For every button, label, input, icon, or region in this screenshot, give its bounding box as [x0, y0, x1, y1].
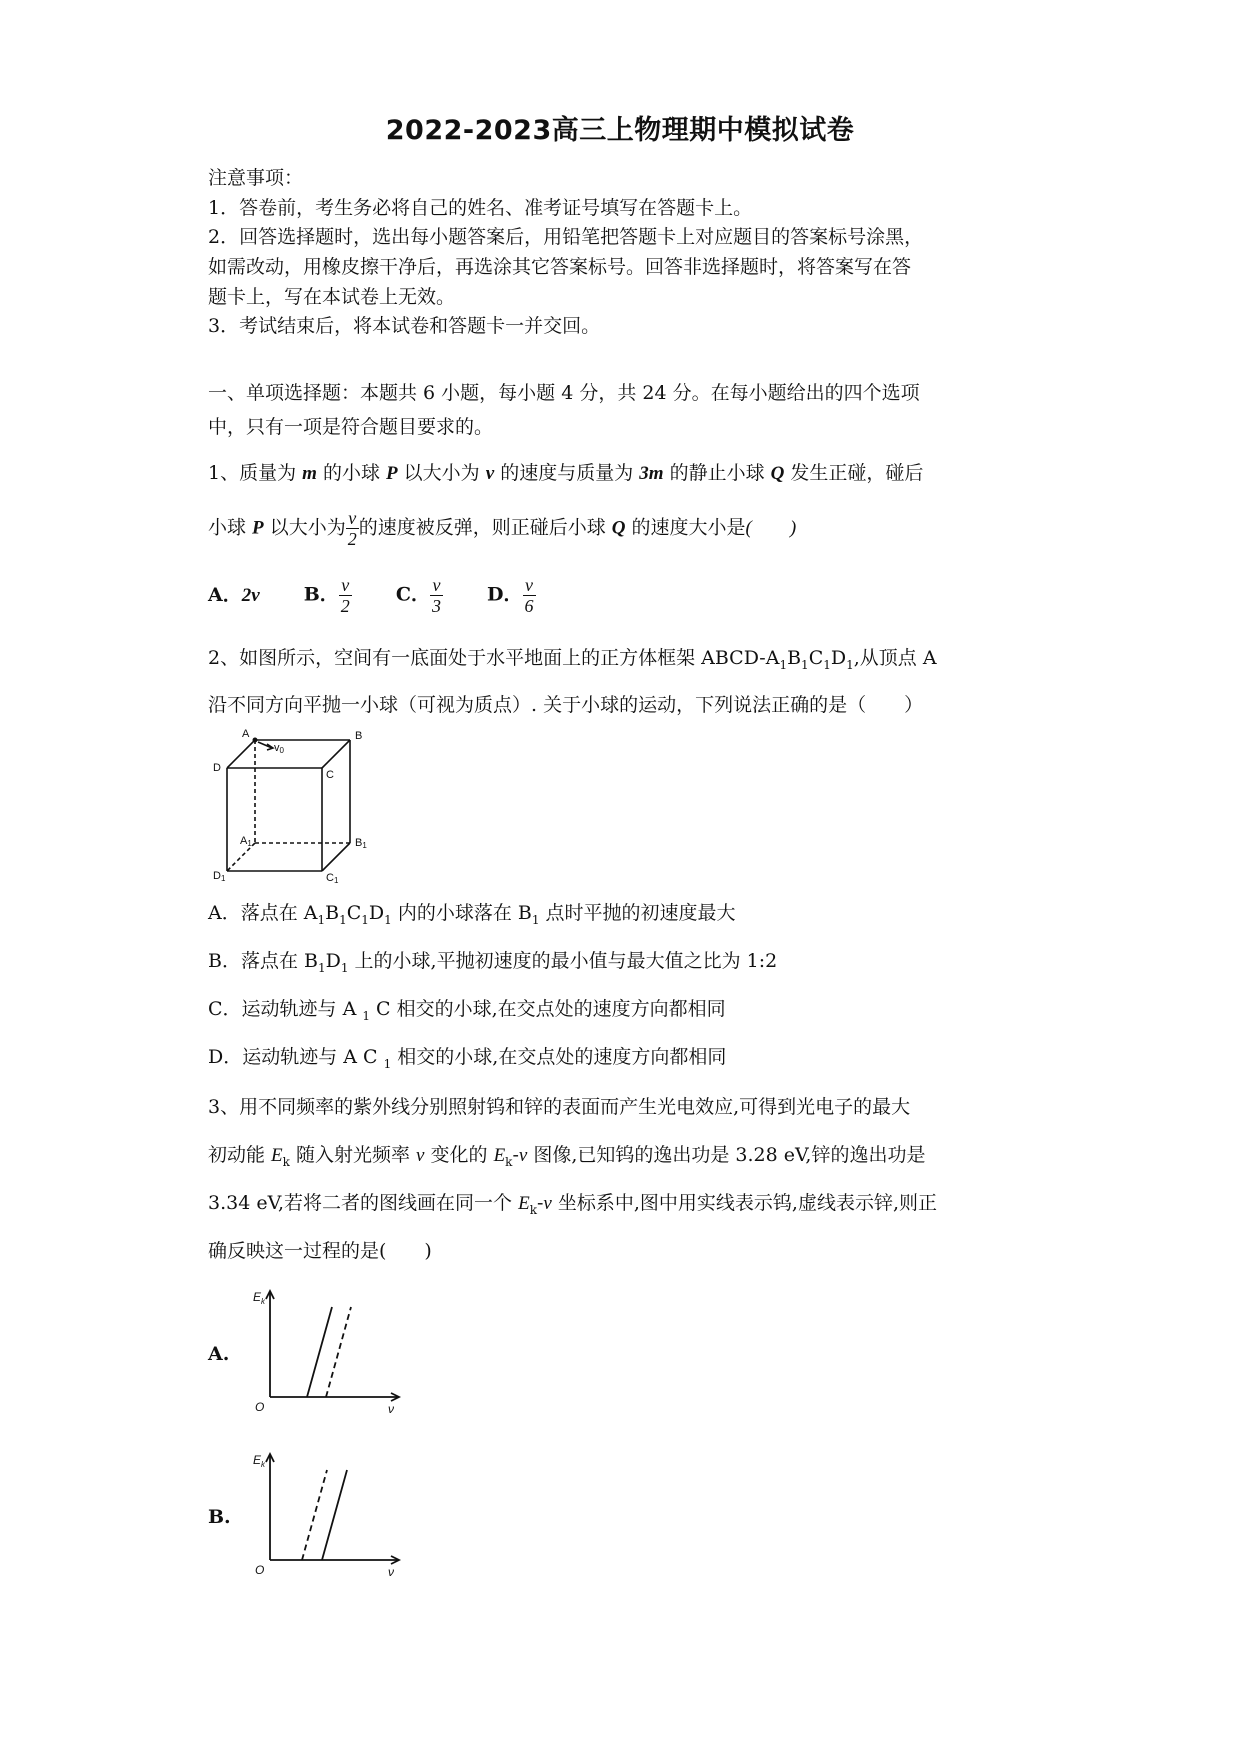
q3-line1: 3、用不同频率的紫外线分别照射钨和锌的表面而产生光电效应,可得到光电子的最大 — [208, 1096, 911, 1118]
label-A1: A1 — [240, 835, 252, 848]
section-heading: 一、单项选择题：本题共 6 小题，每小题 4 分，共 24 分。在每小题给出的四个选项 — [208, 382, 920, 404]
page-title: 2022-2023高三上物理期中模拟试卷 — [385, 115, 855, 146]
notice-item-2-end: 题卡上，写在本试卷上无效。 — [208, 286, 456, 308]
graph-a-x-axis: ν — [388, 1402, 394, 1415]
q1-option-a: A．2v — [208, 583, 260, 606]
label-A: A — [242, 728, 250, 740]
q1-option-d: D． $\frac{v}{6}$ — [487, 575, 534, 616]
q1-line1: 1、质量为 m 的小球 P 以大小为 v 的速度与质量为 3m 的静止小球 Q 发生正碰，碰后 — [208, 462, 924, 484]
section-heading-cont: 中，只有一项是符合题目要求的。 — [208, 416, 494, 438]
graph-option-b — [250, 1448, 410, 1578]
q2-option-b: B．落点在 $B_1D_1$ 上的小球,平抛初速度的最小值与最大值之比为 1:2 — [208, 950, 778, 975]
q3-line2: 初动能 $E_k$ 随入射光频率 ν 变化的 $E_k-\nu$ 图像,已知钨的逸出功是 3.28 eV,锌的逸出功是 — [208, 1144, 926, 1169]
graph-a-y-axis: $E_k$ — [253, 1290, 266, 1306]
q3-option-a-label: A. — [208, 1343, 230, 1365]
q1-line2: 小球 P 以大小为 $\frac{v}{2}$ 的速度被反弹，则正碰后小球 Q 的速度大小是( ) — [208, 508, 797, 549]
label-D: D — [213, 762, 221, 774]
q2-option-c: C．运动轨迹与 A $_1$ C 相交的小球,在交点处的速度方向都相同 — [208, 998, 726, 1023]
q1-options — [208, 575, 574, 616]
label-D1: D1 — [213, 870, 226, 883]
graph-option-a — [250, 1285, 410, 1415]
graph-a-origin: O — [255, 1400, 265, 1414]
q1-option-c: C． $\frac{v}{3}$ — [395, 575, 441, 616]
notice-item-2-cont: 如需改动，用橡皮擦干净后，再选涂其它答案标号。回答非选择题时，将答案写在答 — [208, 256, 912, 278]
notice-item-3: 3．考试结束后，将本试卷和答题卡一并交回。 — [208, 315, 601, 337]
q1-option-b: B． $\frac{v}{2}$ — [303, 575, 350, 616]
notice-heading: 注意事项： — [208, 167, 304, 189]
q3-line3: 3.34 eV,若将二者的图线画在同一个 $E_k-\nu$ 坐标系中,图中用实线表示钨,虚线表示锌,则正 — [208, 1192, 937, 1217]
q2-line1: 2、如图所示，空间有一底面处于水平地面上的正方体框架 ABCD-$A_1B_1C_1D_1$,从顶点 A — [208, 647, 937, 672]
q1-fraction: $\frac{v}{2}$ — [347, 508, 357, 549]
q3-option-b-label: B. — [208, 1506, 231, 1528]
label-C1: C1 — [326, 872, 339, 884]
q2-option-a: A．落点在 $A_1B_1C_1D_1$ 内的小球落在 $B_1$ 点时平抛的初速度最大 — [208, 902, 736, 927]
label-C: C — [326, 769, 334, 781]
notice-item-1: 1．答卷前，考生务必将自己的姓名、准考证号填写在答题卡上。 — [208, 197, 753, 219]
graph-b-y-axis: $E_k$ — [253, 1453, 266, 1469]
cube-figure — [212, 726, 382, 884]
graph-b-x-axis: ν — [388, 1565, 394, 1578]
q2-line2: 沿不同方向平抛一小球（可视为质点）. 关于小球的运动，下列说法正确的是（ ） — [208, 694, 924, 716]
graph-b-origin: O — [255, 1563, 265, 1577]
label-v0: v0 — [274, 742, 284, 755]
label-B: B — [355, 730, 363, 742]
label-B1: B1 — [355, 837, 367, 850]
notice-item-2: 2．回答选择题时，选出每小题答案后，用铅笔把答题卡上对应题目的答案标号涂黑， — [208, 226, 924, 248]
q3-line4: 确反映这一过程的是( ) — [208, 1240, 432, 1262]
q2-option-d: D．运动轨迹与 A C $_1$ 相交的小球,在交点处的速度方向都相同 — [208, 1046, 727, 1071]
